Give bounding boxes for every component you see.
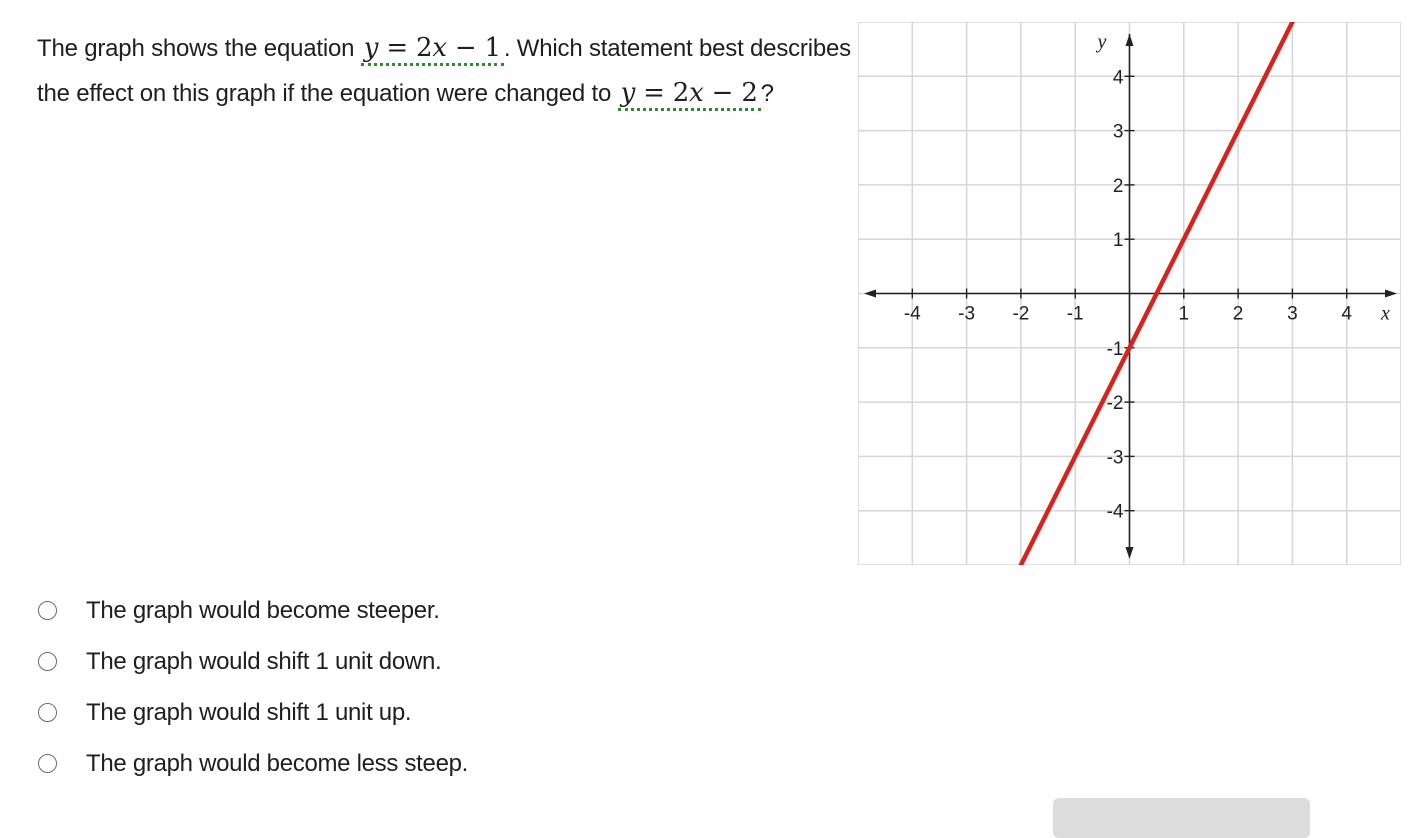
- x-axis-arrow-left: [864, 290, 876, 298]
- question-text-before: The graph shows the equation: [37, 35, 355, 62]
- x-tick-label: 3: [1287, 303, 1298, 325]
- choice-shift-down[interactable]: [36, 636, 468, 687]
- x-axis-label: x: [1381, 302, 1390, 325]
- eq2-eq: = 2: [635, 78, 690, 108]
- equation-original[interactable]: [361, 33, 504, 66]
- eq1-y: y: [363, 33, 379, 63]
- y-axis-arrow-up: [1126, 34, 1134, 46]
- radio-button[interactable]: [38, 754, 57, 773]
- eq1-rest: − 1: [446, 33, 501, 63]
- y-tick-label: 4: [1112, 67, 1124, 89]
- x-tick-label: 1: [1178, 303, 1190, 325]
- radio-button[interactable]: [38, 703, 57, 722]
- x-tick-label: -3: [958, 303, 976, 325]
- radio-button[interactable]: [38, 601, 57, 620]
- question-text-middle: . Which statement best describes the effect on this graph if the equation were changed to: [37, 35, 851, 107]
- next-button[interactable]: [1053, 798, 1310, 838]
- choice-shift-up[interactable]: [36, 687, 468, 738]
- y-tick-label: 1: [1112, 230, 1124, 252]
- answer-choices: [36, 585, 468, 789]
- radio-button[interactable]: [38, 652, 57, 671]
- eq1-x: x: [432, 33, 447, 63]
- choice-label: The graph would become less steep.: [86, 749, 469, 777]
- x-tick-label: -2: [1012, 303, 1030, 325]
- y-tick-label: -4: [1106, 501, 1124, 523]
- y-axis-arrow-down: [1126, 547, 1134, 559]
- x-tick-label: -1: [1066, 303, 1084, 325]
- y-tick-label: 3: [1112, 121, 1124, 143]
- eq2-rest: − 2: [703, 78, 758, 108]
- x-tick-label: 4: [1341, 303, 1352, 325]
- coordinate-graph: [858, 22, 1401, 565]
- y-tick-label: -3: [1106, 447, 1124, 469]
- equation-new[interactable]: [618, 78, 761, 111]
- question-text-after: ?: [760, 80, 774, 107]
- eq2-x: x: [689, 78, 704, 108]
- y-tick-label: 2: [1112, 175, 1124, 197]
- eq1-eq: = 2: [378, 33, 433, 63]
- y-tick-label: -1: [1106, 338, 1124, 360]
- choice-steeper[interactable]: [36, 585, 468, 636]
- graph-svg: [858, 22, 1401, 565]
- y-axis-label: y: [1097, 31, 1107, 53]
- x-tick-label: -4: [903, 303, 921, 325]
- x-tick-label: 2: [1232, 303, 1244, 325]
- choice-label: The graph would become steeper.: [86, 596, 440, 624]
- choice-less-steep[interactable]: [36, 738, 468, 789]
- choice-label: The graph would shift 1 unit up.: [86, 698, 412, 726]
- x-axis-arrow-right: [1385, 290, 1397, 298]
- eq2-y: y: [620, 78, 636, 108]
- y-tick-label: -2: [1106, 393, 1124, 415]
- question-text: [37, 26, 857, 116]
- choice-label: The graph would shift 1 unit down.: [86, 647, 442, 675]
